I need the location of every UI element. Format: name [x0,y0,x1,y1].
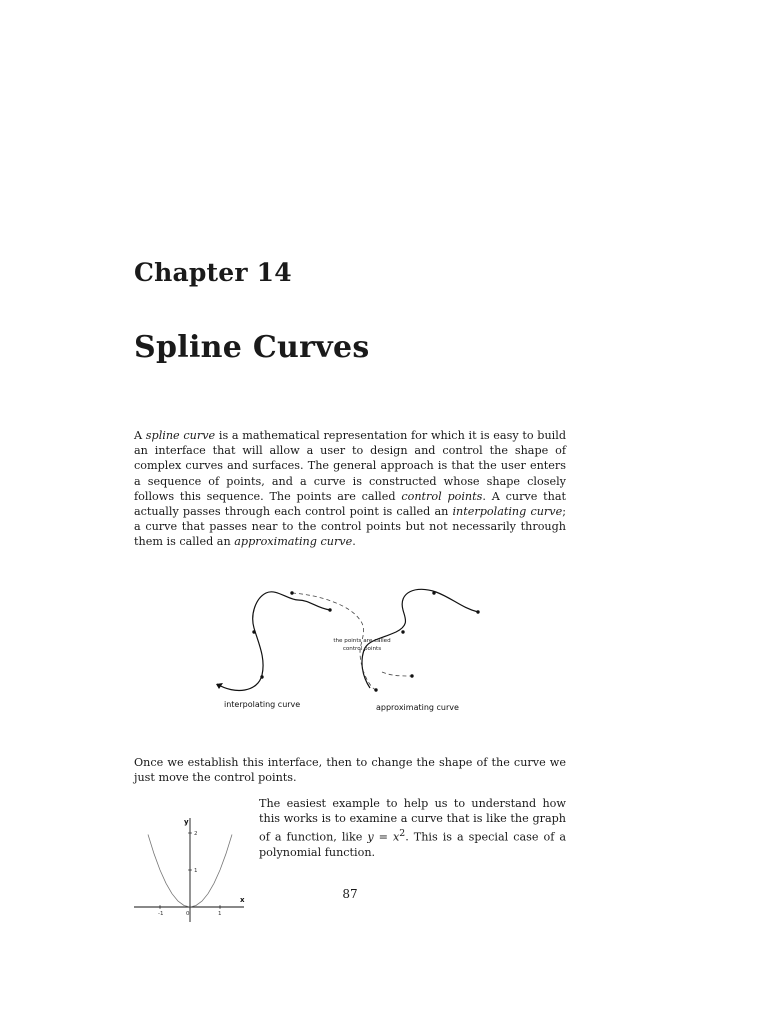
term-approximating-curve: approximating curve [234,535,353,549]
x-tick-label: -1 [158,911,164,917]
curves-figure [200,580,500,720]
term-interpolating-curve: interpolating curve [452,505,563,519]
page-number: 87 [342,887,358,901]
intro-paragraph: A spline curve is a mathematical representation for which it is easy to build an interface that will allow a user to design and control the shape of complex curves and surfaces. The general approach is that the user enters a sequence of points, and a curve is constructed whose shape closely follows this sequence. The points are called control points. A curve that actually passes through each control point is called an interpolating curve; a curve that passes near to the control points but not necessarily through them is called an approximating curve. [134,429,567,549]
control-point [260,675,263,678]
math-exponent: 2 [399,828,406,840]
y-axis-label: y [184,818,189,826]
interpolating-curve [217,592,330,691]
chapter-title: Spline Curves [134,330,370,365]
x-axis-label: x [240,896,245,904]
control-point [476,610,479,613]
control-point [290,591,293,594]
control-point [401,630,404,633]
y-tick-label: 2 [194,831,198,837]
control-point [374,688,377,691]
x-tick-label: 1 [218,911,222,917]
chapter-number: Chapter 14 [134,258,292,287]
function-paragraph: The easiest example to help us to understand how this works is to examine a curve that is like the graph of a function, like $y = x^2$. This is a special case of a polynomial function. [259,797,566,860]
control-points-note-line2: control points [342,646,382,652]
y-tick-label: 1 [194,868,198,874]
control-point [410,674,413,677]
control-point [252,630,255,633]
math-y-equals-x: y = x [367,831,400,845]
control-point [432,591,435,594]
curve-start-arrow [216,683,223,689]
control-point [328,608,331,611]
term-spline-curve: spline curve [145,429,216,442]
control-points-note-line1: the points are called [333,638,391,644]
approximating-curve-label: approximating curve [376,703,459,712]
parabola-plot [130,812,250,924]
term-control-points: control points [401,489,483,503]
interface-paragraph: Once we establish this interface, then to change the shape of the curve we just move the control points. [134,756,566,785]
x-tick-label: 0 [186,911,190,917]
interpolating-curve-label: interpolating curve [224,700,301,709]
